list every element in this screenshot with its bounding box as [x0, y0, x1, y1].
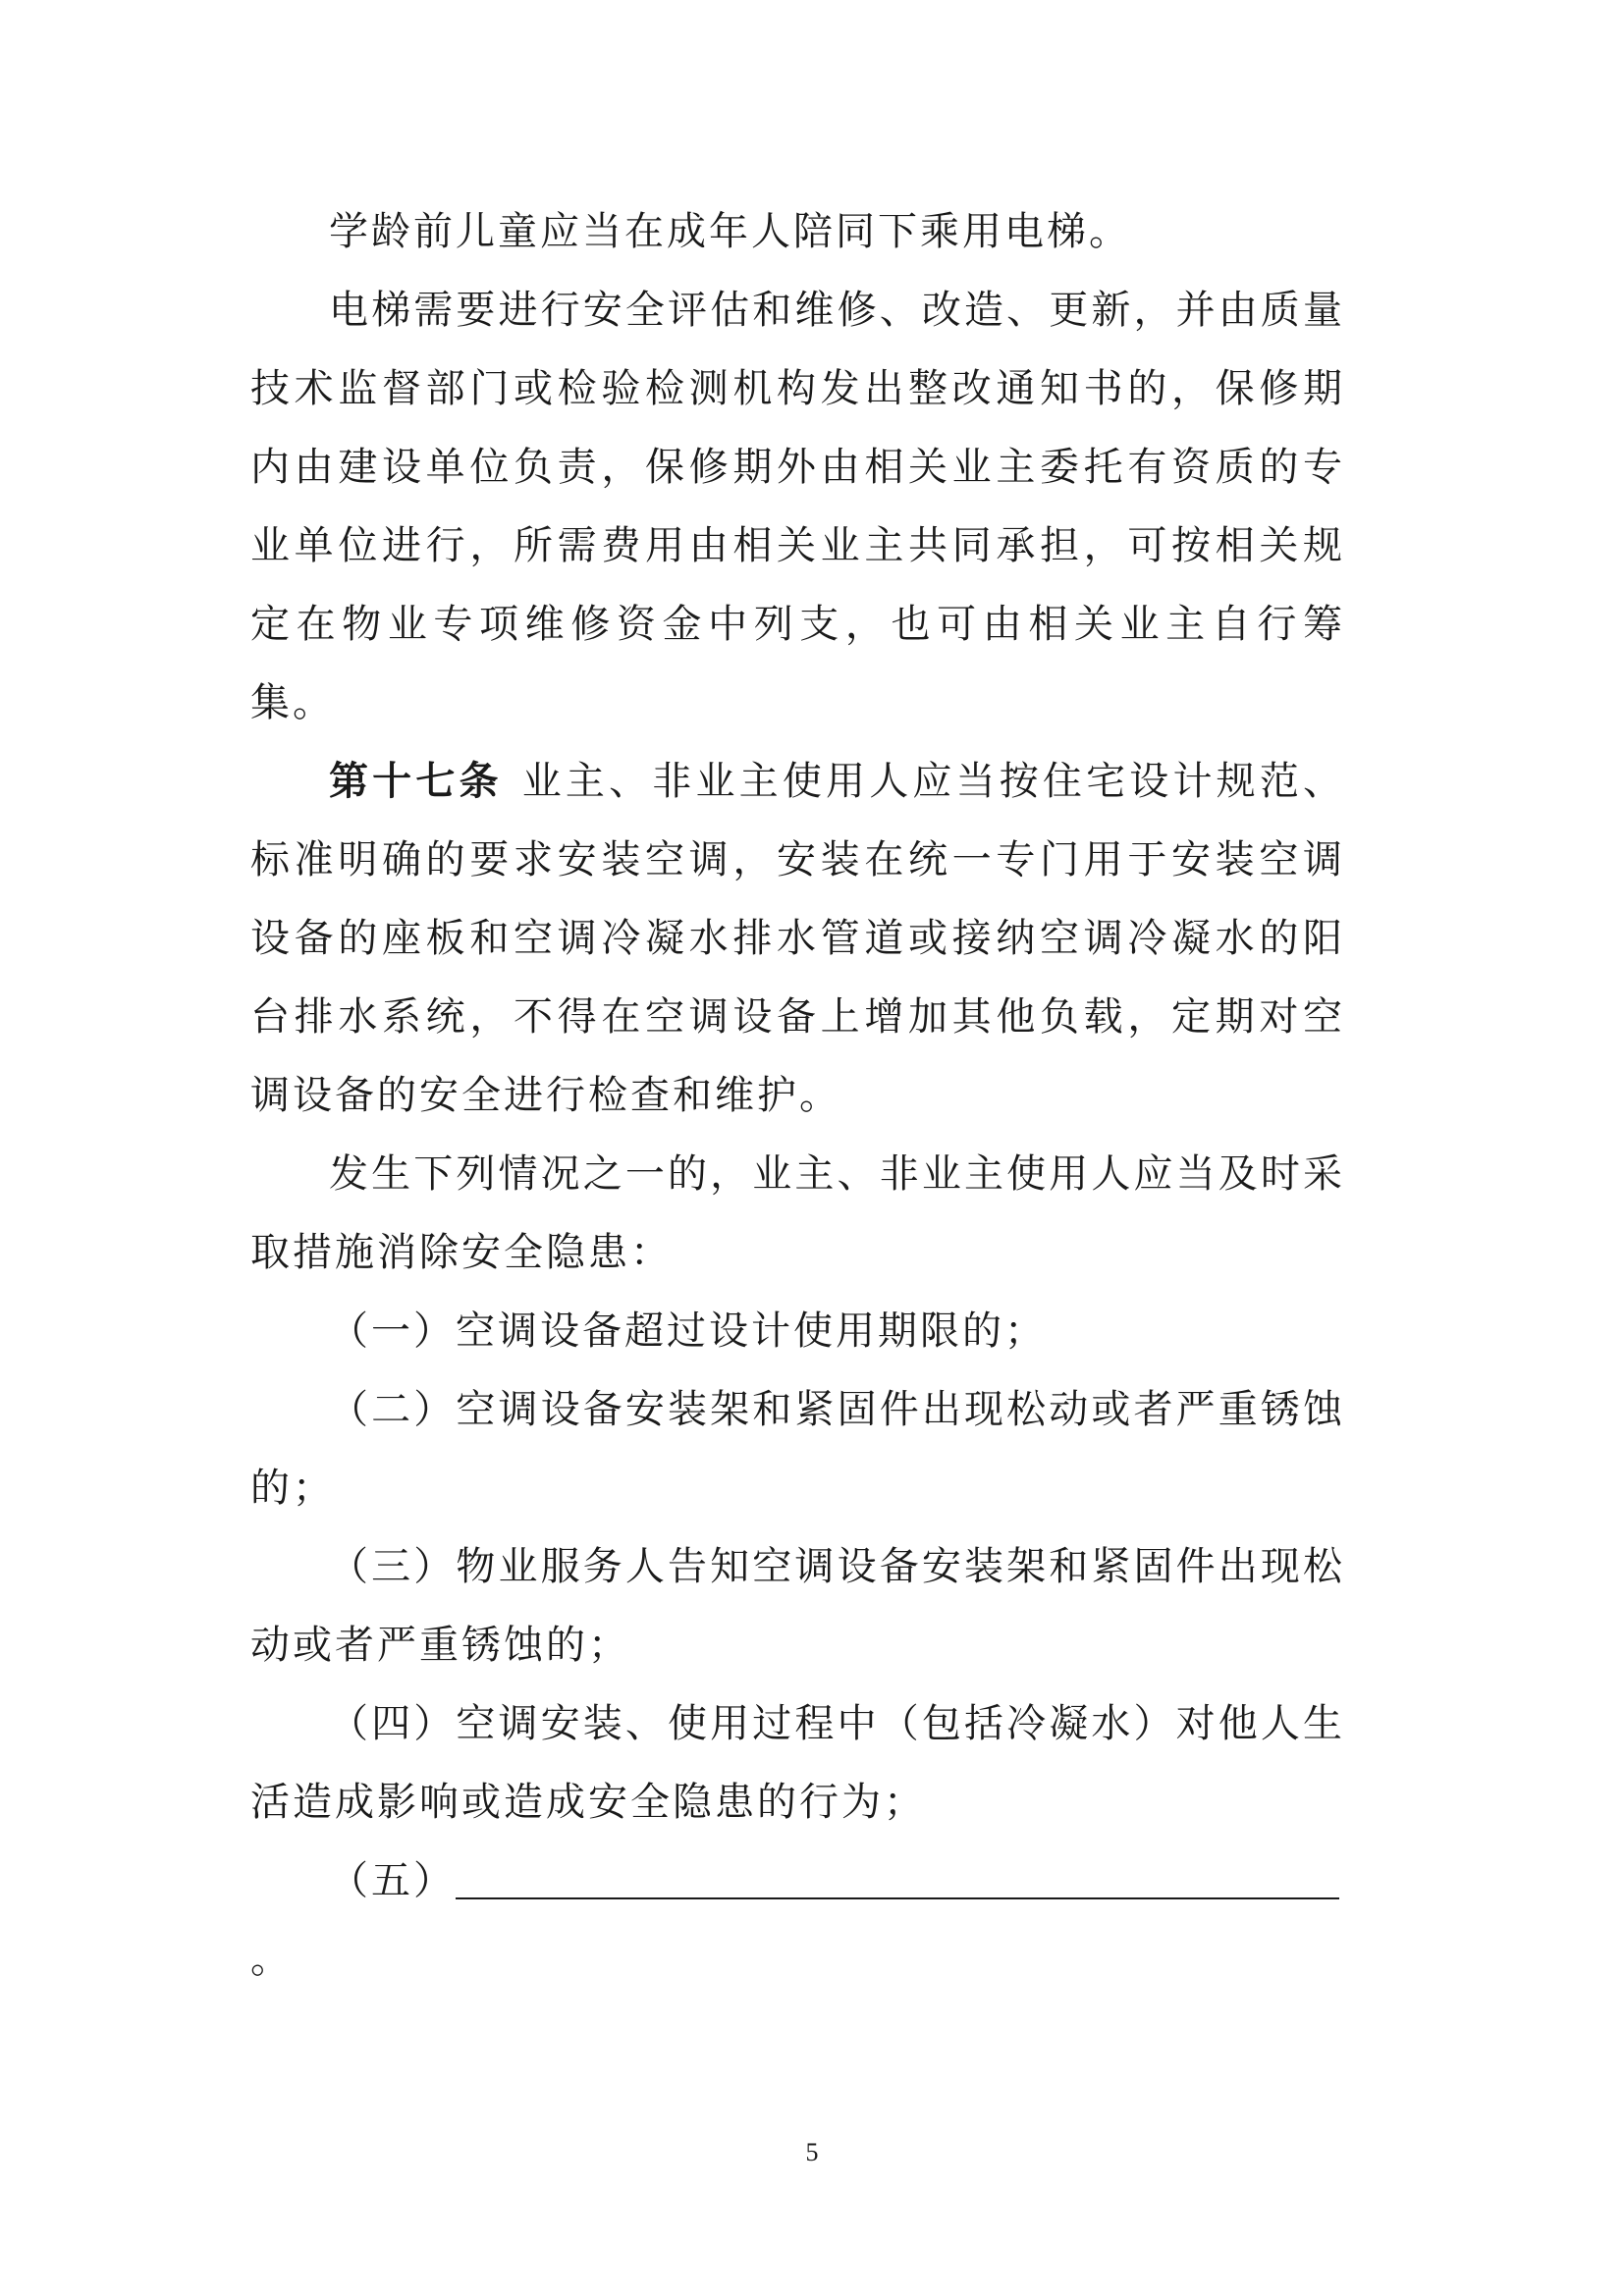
paragraph-preschool-children: 学龄前儿童应当在成年人陪同下乘用电梯。	[329, 209, 1131, 254]
fill-in-blank-line[interactable]	[456, 1852, 1339, 1899]
list-item-1: （一）空调设备超过设计使用期限的；	[329, 1308, 1047, 1354]
list-item-5-label: （五）	[329, 1858, 456, 1903]
list-item-4: （四）空调安装、使用过程中（包括冷凝水）对他人生活造成影响或造成安全隐患的行为；	[250, 1701, 1345, 1825]
list-item-2: （二）空调设备安装架和紧固件出现松动或者严重锈蚀的；	[250, 1387, 1345, 1511]
paragraph-hazard-intro: 发生下列情况之一的，业主、非业主使用人应当及时采取措施消除安全隐患：	[250, 1151, 1345, 1275]
article-17-body: 业主、非业主使用人应当按住宅设计规范、标准明确的要求安装空调，安装在统一专门用于安装空调设备的座板和空调冷凝水排水管道或接纳空调冷凝水的阳台排水系统，不得在空调设备上增加其他负载，定期对空调设备的安全进行检查和维护。	[250, 759, 1346, 1118]
list-item-3: （三）物业服务人告知空调设备安装架和紧固件出现松动或者严重锈蚀的；	[250, 1544, 1345, 1668]
page-number: 5	[805, 2138, 819, 2166]
list-item-5	[250, 1842, 1345, 1920]
paragraph-elevator-maintenance: 电梯需要进行安全评估和维修、改造、更新，并由质量技术监督部门或检验检测机构发出整改通知书的，保修期内由建设单位负责，保修期外由相关业主委托有资质的专业单位进行，所需费用由相关业主共同承担，可按相关规定在物业专项维修资金中列支，也可由相关业主自行筹集。	[250, 288, 1345, 725]
article-17	[250, 742, 1345, 1135]
document-body	[250, 192, 1345, 1999]
article-17-heading: 第十七条	[329, 758, 503, 804]
list-item-5-end: 。	[250, 1937, 293, 1982]
